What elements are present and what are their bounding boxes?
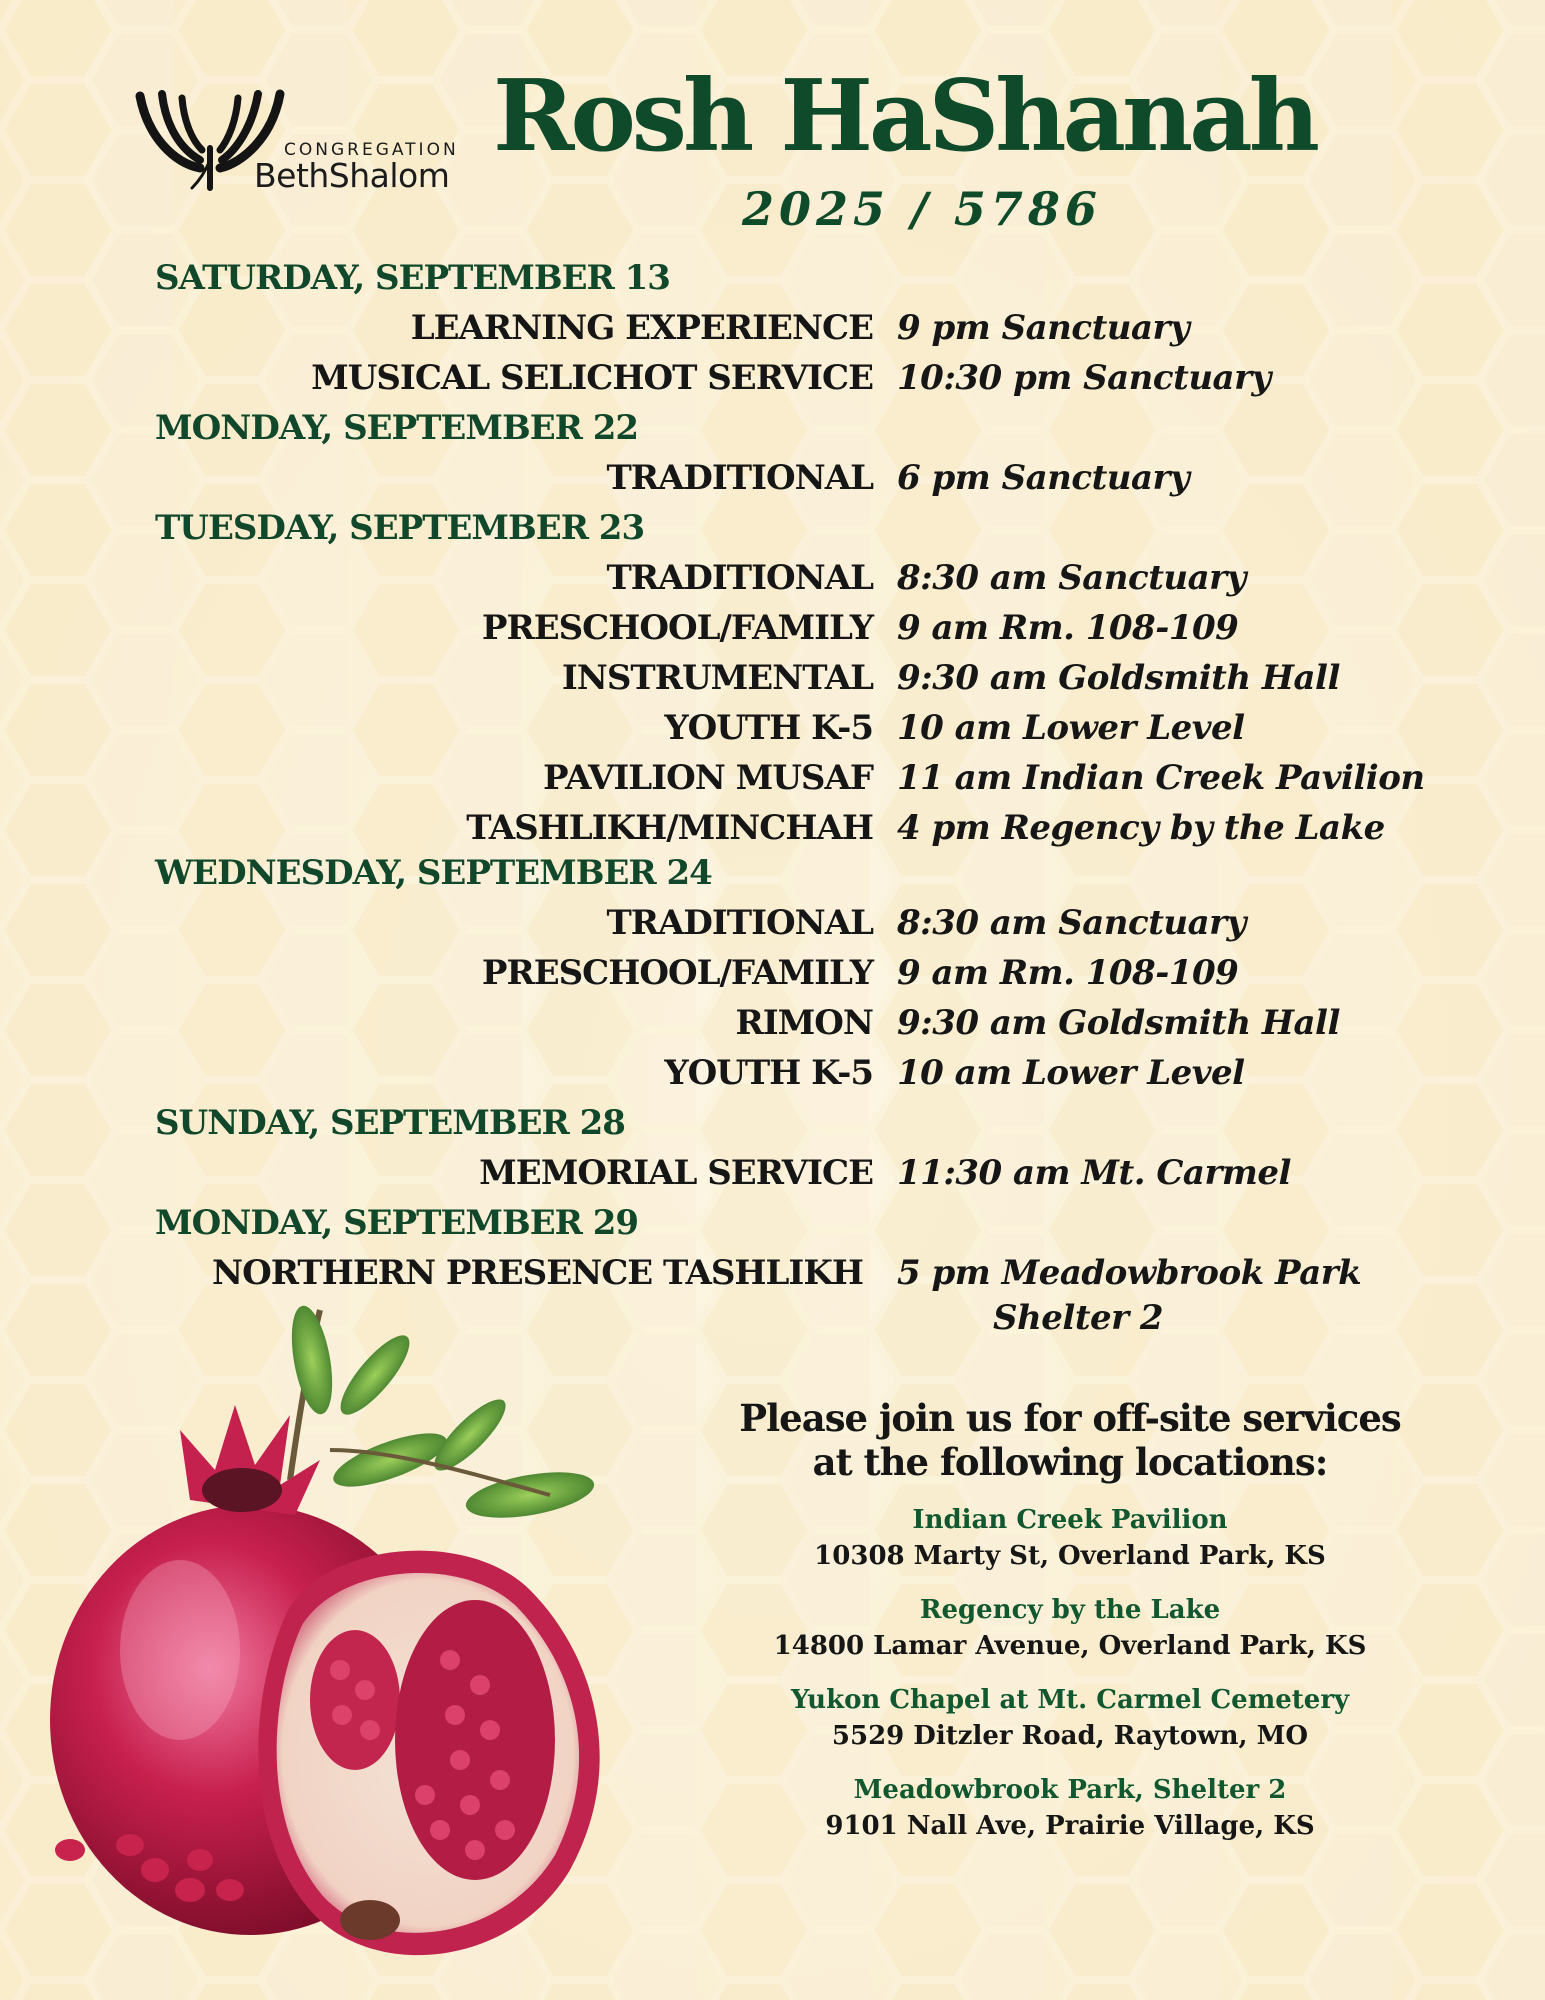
logo-congregation-text: CONGREGATION [284,140,459,160]
event-time-location: 9 am Rm. 108-109 [897,953,1239,993]
location-name: Regency by the Lake [919,1595,1221,1625]
event-name: TRADITIONAL [606,903,873,943]
event-location-continued: Shelter 2 [993,1298,1164,1338]
event-name: TRADITIONAL [606,458,873,498]
event-time-location: 9:30 am Goldsmith Hall [897,1003,1340,1043]
event-name: LEARNING EXPERIENCE [410,308,873,348]
event-time-location: 10:30 pm Sanctuary [897,358,1271,398]
day-heading: MONDAY, SEPTEMBER 22 [155,408,639,448]
day-heading: SATURDAY, SEPTEMBER 13 [155,258,670,298]
location-name: Meadowbrook Park, Shelter 2 [853,1775,1287,1805]
event-name: PAVILION MUSAF [543,758,873,798]
offsite-heading-line1: Please join us for off-site services [739,1396,1401,1440]
event-name: TRADITIONAL [606,558,873,598]
event-time-location: 9 pm Sanctuary [897,308,1190,348]
cut-pomegranate [258,1551,599,1956]
event-name: MUSICAL SELICHOT SERVICE [311,358,873,398]
event-time-location: 11 am Indian Creek Pavilion [897,758,1425,798]
event-name: INSTRUMENTAL [561,658,873,698]
event-name: PRESCHOOL/FAMILY [481,608,873,648]
event-time-location: 10 am Lower Level [897,1053,1245,1093]
location-entry [700,1502,1440,1574]
day-heading: TUESDAY, SEPTEMBER 23 [155,508,645,548]
event-name: NORTHERN PRESENCE TASHLIKH [212,1253,863,1293]
day-heading: MONDAY, SEPTEMBER 29 [155,1203,639,1243]
location-address: 5529 Ditzler Road, Raytown, MO [831,1721,1309,1751]
event-name: MEMORIAL SERVICE [479,1153,873,1193]
event-name: YOUTH K-5 [664,1053,873,1093]
page-year: 2025 / 5786 [742,182,1102,236]
pomegranate-illustration [30,1290,670,2000]
location-address: 10308 Marty St, Overland Park, KS [814,1541,1326,1571]
leaves [285,1303,598,1526]
location-name: Yukon Chapel at Mt. Carmel Cemetery [790,1685,1350,1715]
offsite-heading-line2: at the following locations: [812,1440,1328,1484]
location-address: 9101 Nall Ave, Prairie Village, KS [825,1811,1315,1841]
logo-name-text: BethShalom [254,156,450,195]
page-title: Rosh HaShanah [493,59,1316,174]
event-time-location: 11:30 am Mt. Carmel [897,1153,1291,1193]
day-heading: SUNDAY, SEPTEMBER 28 [155,1103,625,1143]
event-time-location: 9:30 am Goldsmith Hall [897,658,1340,698]
event-time-location: 8:30 am Sanctuary [897,903,1246,943]
location-entry [700,1592,1440,1664]
event-name: YOUTH K-5 [664,708,873,748]
location-entry [700,1682,1440,1754]
event-time-location: 10 am Lower Level [897,708,1245,748]
event-time-location: 9 am Rm. 108-109 [897,608,1239,648]
event-name: PRESCHOOL/FAMILY [481,953,873,993]
event-time-location: 4 pm Regency by the Lake [897,808,1385,848]
event-time-location: 6 pm Sanctuary [897,458,1190,498]
offsite-heading [700,1396,1440,1484]
day-heading: WEDNESDAY, SEPTEMBER 24 [155,853,712,893]
event-time-location: 8:30 am Sanctuary [897,558,1246,598]
location-entry [700,1772,1440,1844]
location-address: 14800 Lamar Avenue, Overland Park, KS [773,1631,1367,1661]
location-name: Indian Creek Pavilion [912,1505,1228,1535]
congregation-logo [130,88,470,198]
event-name: RIMON [735,1003,873,1043]
event-name: TASHLIKH/MINCHAH [466,808,873,848]
event-time-location: 5 pm Meadowbrook Park [897,1253,1362,1293]
